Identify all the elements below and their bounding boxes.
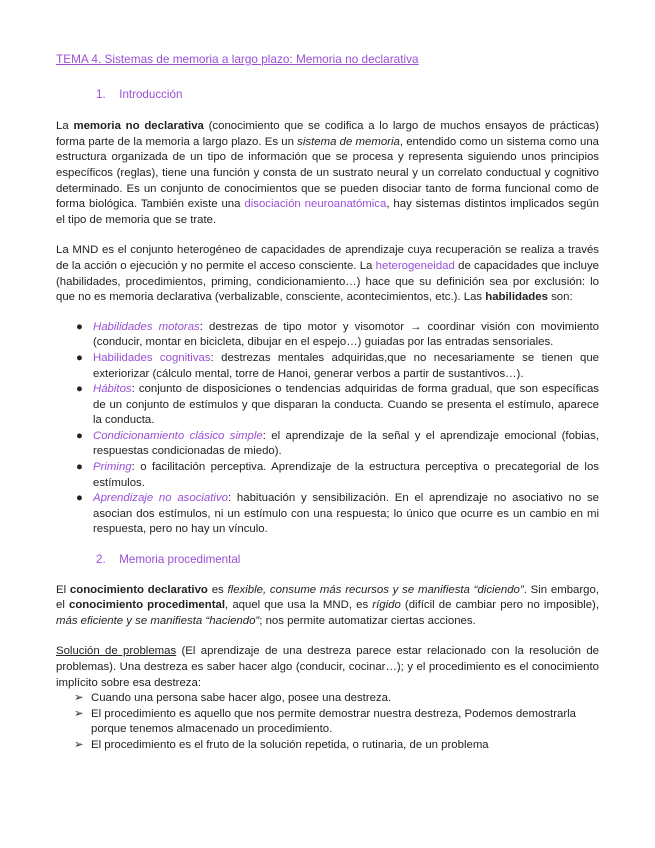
habilidades-list [56,320,599,538]
text-run: son: [547,291,573,304]
text-run: , entendido como un sistema como una estructura organizada de un tipo de información que se procesa y representa siguiendo unos principios específicos (reglas), tiene una función y consta de un sustrato neural y un correlato conductual y cognitivo determinado. Es un conjunto de conocimientos que se pueden disociar tanto de forma funcional como de forma biológica. También existe una [56,135,599,211]
list-item [56,351,599,382]
text-run: de capacidades que incluye (habilidades, procedimientos, priming, condicionamiento…) hace que su definición sea por exclusión: lo que no es memoria declarativa (verbalizable, consciente, acontecimientos, etc.). Las [56,259,599,304]
text-run: es [207,583,228,596]
bullet-icon: ● [76,320,83,333]
list-item [56,460,599,491]
section-heading-introduccion [96,87,599,103]
text-run: La [56,120,74,133]
list-text: : destrezas de tipo motor y visomotor → coordinar visión con movimiento (conducir, montar en bicicleta, dibujar en el espejo…) guiadas por las entradas sensoriales. [93,320,599,349]
list-item [56,382,599,429]
text-run: (El aprendizaje de una destreza parece estar relacionado con la resolución de problemas). Una destreza es saber hacer algo (conducir, cocinar…); y el procedimiento es el conocimiento implícito sobre esa destreza: [56,645,599,689]
text-run: ; nos permite automatizar ciertas acciones. [259,614,476,627]
text-run: (difícil de cambiar pero no imposible), [400,599,599,612]
bullet-icon: ● [76,351,83,364]
highlight-term: heterogeneidad [375,259,455,272]
text-run: . Sin embargo, el [56,583,600,612]
list-text: : habituación y sensibilización. En el aprendizaje no asociativo no se asocian dos estímulos, ni un estímulo con una respuesta; lo único que ocurre es un cambio en mi respuesta, pero no hay un vínculo. [93,492,599,536]
italic-term: más eficiente y se manifiesta “haciendo” [56,614,260,627]
list-text: Cuando una persona sabe hacer algo, posee una destreza. [91,692,392,705]
paragraph-conocimiento [56,583,599,630]
text-run: El [56,583,70,596]
list-text: El procedimiento es el fruto de la solución repetida, o rutinaria, de un problema [91,738,489,751]
arrow-bullet-icon: ➢ [74,707,84,720]
list-item [56,491,599,538]
bullet-icon: ● [76,461,83,474]
list-term: Hábitos [93,383,132,396]
list-term: Aprendizaje no asociativo [93,492,228,505]
list-text: : conjunto de disposiciones o tendencias adquiridas de forma gradual, que son específicas de un conjunto de estímulos y que disparan la conducta. Cuando se presenta el estímulo, aparece la conducta. [93,383,599,427]
section-heading-procedimental [96,552,599,568]
bold-term: conocimiento declarativo [69,583,208,596]
paragraph-mnd [56,243,599,305]
list-item [56,320,599,351]
italic-term: rígido [372,599,401,612]
arrow-bullet-icon: ➢ [74,738,84,751]
bullet-icon: ● [76,492,83,505]
destreza-list [56,691,599,753]
bold-term: conocimiento procedimental [69,599,226,612]
italic-term: sistema de memoria [297,135,400,148]
list-item [56,429,599,460]
list-item [56,691,599,707]
list-term: Condicionamiento clásico simple [93,429,263,442]
text-run: (conocimiento que se codifica a lo largo de muchos ensayos de prácticas) forma parte de la memoria a largo plazo. Es un [56,120,600,148]
section-label: Memoria procedimental [119,553,241,567]
italic-term: flexible, consume más recursos y se manifiesta “diciendo” [227,583,524,596]
underlined-term: Solución de problemas [56,645,177,658]
list-item [56,707,599,738]
document-title: TEMA 4. Sistemas de memoria a largo plazo: Memoria no declarativa [56,52,419,66]
list-term: Priming [93,461,132,474]
paragraph-solucion-problemas [56,644,599,691]
section-number: 1. [96,87,106,101]
section-label: Introducción [119,87,183,101]
list-term: Habilidades cognitivas [93,351,211,364]
bullet-icon: ● [76,383,83,396]
bold-term: memoria no declarativa [73,120,204,133]
highlight-term: disociación neuroanatómica [244,198,387,211]
text-run: La MND es el conjunto heterogéneo de capacidades de aprendizaje cuya recuperación se realiza a través de la acción o ejecución y no permite el acceso consciente. La [56,244,599,272]
arrow-bullet-icon: ➢ [74,692,84,705]
list-item [56,738,599,754]
bullet-icon: ● [76,429,83,442]
bold-term: habilidades [485,291,548,304]
text-run: , aquel que usa la MND, es [225,599,373,612]
list-text: : el aprendizaje de la señal y el aprendizaje emocional (fobias, respuestas condicionadas de miedo). [93,429,599,458]
text-run: , hay sistemas distintos implicados según el tipo de memoria que se trate. [56,198,599,226]
list-text: El procedimiento es aquello que nos permite demostrar nuestra destreza, Podemos demostrarla porque tenemos almacenado un procedimiento. [91,707,576,736]
section-number: 2. [96,553,106,567]
paragraph-definition [56,119,599,228]
list-text: : destrezas mentales adquiridas,que no necesariamente se tienen que exteriorizar (cálculo mental, torre de Hanoi, generar verbos a partir de sustantivos…). [93,351,599,380]
list-text: : o facilitación perceptiva. Aprendizaje de la estructura perceptiva o precategorial de los estímulos. [93,461,599,489]
list-term: Habilidades motoras [93,320,200,333]
